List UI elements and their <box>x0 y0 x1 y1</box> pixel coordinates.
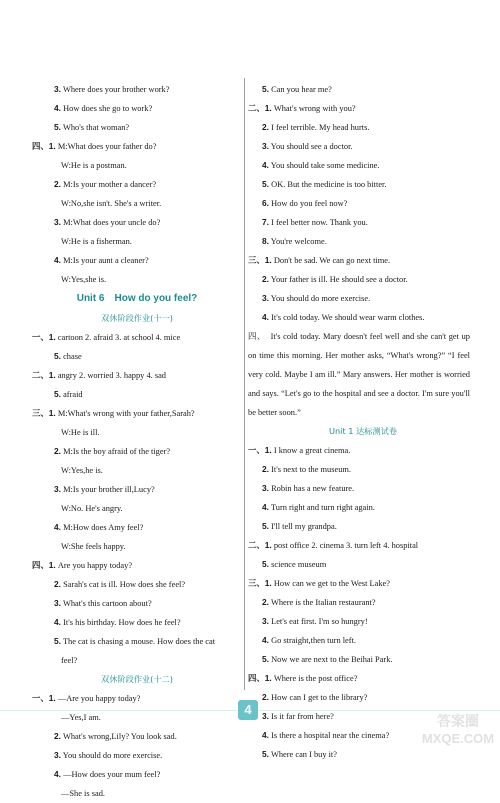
answer-text: afraid <box>61 390 83 399</box>
answer-text: It's cold today. We should wear warm clothes. <box>269 313 425 322</box>
answer-text: Is there a hospital near the cinema? <box>269 731 390 740</box>
answer-line <box>248 213 478 232</box>
answer-line <box>248 99 478 118</box>
item-number: 5. <box>54 389 61 399</box>
item-number: 2. <box>262 597 269 607</box>
item-number: 2. <box>54 446 61 456</box>
answer-text: I'll tell my grandpa. <box>269 522 337 531</box>
answer-line <box>32 727 242 746</box>
answer-line <box>32 99 242 118</box>
item-number: 四、1. <box>32 141 56 151</box>
answer-text: Where is the Italian restaurant? <box>269 598 376 607</box>
answer-text: cartoon 2. afraid 3. at school 4. mice <box>55 333 181 342</box>
answer-text: Who's that woman? <box>61 123 130 132</box>
item-number: 4. <box>262 502 269 512</box>
item-number: 5. <box>54 122 61 132</box>
answer-text: M:How does Amy feel? <box>61 523 144 532</box>
page-number: 4 <box>238 700 258 720</box>
answer-text: M:Is the boy afraid of the tiger? <box>61 447 171 456</box>
section-heading: 双休阶段作业(十二) <box>101 674 173 684</box>
answer-line <box>32 156 242 175</box>
answer-text: Robin has a new feature. <box>269 484 355 493</box>
answer-text: W:He is a postman. <box>61 161 127 170</box>
section-heading: 双休阶段作业(十一) <box>101 313 173 323</box>
answer-line <box>248 593 478 612</box>
item-number: 4. <box>54 769 61 779</box>
watermark-logo-text: 答案圈 <box>437 714 479 730</box>
item-number: 4. <box>54 522 61 532</box>
answer-text: M:Is your mother a dancer? <box>61 180 157 189</box>
answer-line <box>248 137 478 156</box>
item-number: 3. <box>54 750 61 760</box>
answer-text: —Are you happy today? <box>55 694 141 703</box>
item-number: 5. <box>54 351 61 361</box>
answer-text: Don't be sad. We can go next time. <box>271 256 391 265</box>
item-number: 4. <box>54 617 61 627</box>
answer-text: I feel terrible. My head hurts. <box>269 123 370 132</box>
answer-text: W:He is ill. <box>61 428 100 437</box>
answer-text: M:What does your father do? <box>55 142 157 151</box>
item-number: 3. <box>54 217 61 227</box>
answer-text: Let's eat first. I'm so hungry! <box>269 617 368 626</box>
answer-line <box>32 270 242 289</box>
answer-text: —Yes,I am. <box>61 713 101 722</box>
answer-line <box>248 460 478 479</box>
answer-line <box>32 213 242 232</box>
answer-line <box>248 688 478 707</box>
answer-text: M:Is your brother ill,Lucy? <box>61 485 155 494</box>
answer-text: You should see a doctor. <box>269 142 353 151</box>
answer-line <box>32 537 242 556</box>
answer-line <box>32 251 242 270</box>
answer-text: —How does your mum feel? <box>61 770 161 779</box>
answer-text: M:What does your uncle do? <box>61 218 161 227</box>
item-number: 四、1. <box>32 560 56 570</box>
answer-line <box>248 555 478 574</box>
answer-text: You should take some medicine. <box>269 161 380 170</box>
item-number: 4. <box>262 635 269 645</box>
item-number: 三、1. <box>248 255 272 265</box>
answer-text: Are you happy today? <box>55 561 133 570</box>
right-column <box>248 80 478 764</box>
answer-text: You should do more exercise. <box>269 294 371 303</box>
answer-text: Is it far from here? <box>269 712 334 721</box>
answer-line <box>248 118 478 137</box>
answer-line <box>248 156 478 175</box>
answer-text: W:Yes,she is. <box>61 275 107 284</box>
answer-line <box>32 80 242 99</box>
item-number: 二、1. <box>248 540 272 550</box>
item-number: 3. <box>54 84 61 94</box>
answer-line <box>32 328 242 347</box>
answer-line <box>32 632 242 651</box>
watermark-logo <box>418 710 498 748</box>
item-number: 3. <box>54 598 61 608</box>
answer-line <box>32 784 242 803</box>
item-number: 5. <box>262 559 269 569</box>
answer-text: It's next to the museum. <box>269 465 351 474</box>
answer-text: The cat is chasing a mouse. How does the cat <box>61 637 216 646</box>
answer-line <box>32 175 242 194</box>
answer-line <box>248 308 478 327</box>
answer-text: How does she go to work? <box>61 104 153 113</box>
answer-line <box>248 612 478 631</box>
answer-line <box>32 613 242 632</box>
answer-text: How can I get to the library? <box>269 693 368 702</box>
item-number: 5. <box>54 636 61 646</box>
item-number: 5. <box>262 84 269 94</box>
answer-line <box>248 536 478 555</box>
answer-line <box>32 137 242 156</box>
item-number: 4. <box>262 312 269 322</box>
item-number: 5. <box>262 179 269 189</box>
answer-text: Go straight,then turn left. <box>269 636 356 645</box>
item-number: 5. <box>262 654 269 664</box>
answer-text: It's his birthday. How does he feel? <box>61 618 181 627</box>
answer-line <box>32 575 242 594</box>
unit-heading: Unit 6 How do you feel? <box>76 293 198 304</box>
answer-paragraph: 四、 It's cold today. Mary doesn't feel well and she can't get up on time this morning. Her mother asks, “What's wrong?” “I feel very cold. Maybe I am ill.” Mary answers. Her mother is worried and says. “Let's go to the hospital and see a doctor. I'm sure you'll be better soon.” <box>248 332 470 417</box>
answer-text: You're welcome. <box>269 237 327 246</box>
answer-text: angry 2. worried 3. happy 4. sad <box>55 371 166 380</box>
answer-line <box>248 498 478 517</box>
item-number: 2. <box>54 179 61 189</box>
answer-text: chase <box>61 352 82 361</box>
item-number: 4. <box>54 255 61 265</box>
left-column <box>32 80 242 803</box>
answer-line <box>248 650 478 669</box>
item-number: 三、1. <box>32 408 56 418</box>
answer-text: What's wrong,Lily? You look sad. <box>61 732 177 741</box>
answer-line <box>32 499 242 518</box>
answer-text: Where is the post office? <box>271 674 358 683</box>
item-number: 2. <box>262 122 269 132</box>
answer-line <box>248 194 478 213</box>
column-divider <box>244 78 245 690</box>
watermark-url: MXQE.COM <box>421 731 495 746</box>
answer-text: post office 2. cinema 3. turn left 4. hospital <box>271 541 419 550</box>
answer-text: feel? <box>61 656 78 665</box>
answer-text: Your father is ill. He should see a doctor. <box>269 275 408 284</box>
answer-text: Where does your brother work? <box>61 85 170 94</box>
answer-text: You should do more exercise. <box>61 751 163 760</box>
answer-line <box>32 366 242 385</box>
answer-line <box>32 689 242 708</box>
item-number: 5. <box>262 521 269 531</box>
item-number: 四、1. <box>248 673 272 683</box>
section-heading: Unit 1 达标测试卷 <box>328 426 398 436</box>
item-number: 一、1. <box>32 332 56 342</box>
answer-line <box>248 574 478 593</box>
item-number: 8. <box>262 236 269 246</box>
answer-line <box>32 347 242 366</box>
answer-text: Now we are next to the Beihai Park. <box>269 655 393 664</box>
answer-text: Can you hear me? <box>269 85 332 94</box>
answer-line <box>32 765 242 784</box>
answer-line <box>248 479 478 498</box>
item-number: 2. <box>54 731 61 741</box>
answer-line <box>248 175 478 194</box>
answer-line <box>32 651 242 670</box>
answer-text: —She is sad. <box>61 789 105 798</box>
answer-line <box>248 232 478 251</box>
item-number: 三、1. <box>248 578 272 588</box>
answer-text: W:She feels happy. <box>61 542 126 551</box>
item-number: 4. <box>262 160 269 170</box>
item-number: 2. <box>262 464 269 474</box>
item-number: 2. <box>54 579 61 589</box>
item-number: 4. <box>54 103 61 113</box>
answer-text: Turn right and turn right again. <box>269 503 375 512</box>
item-number: 3. <box>262 483 269 493</box>
answer-line <box>32 118 242 137</box>
answer-line <box>32 194 242 213</box>
answer-line <box>248 517 478 536</box>
answer-line <box>32 442 242 461</box>
answer-line <box>32 461 242 480</box>
answer-line <box>248 441 478 460</box>
answer-line <box>32 232 242 251</box>
item-number: 5. <box>262 749 269 759</box>
answer-text: M:Is your aunt a cleaner? <box>61 256 149 265</box>
item-number: 3. <box>262 141 269 151</box>
item-number: 二、1. <box>32 370 56 380</box>
answer-text: Sarah's cat is ill. How does she feel? <box>61 580 186 589</box>
answer-line <box>32 404 242 423</box>
item-number: 一、1. <box>32 693 56 703</box>
answer-line <box>32 385 242 404</box>
item-number: 4. <box>262 730 269 740</box>
answer-line <box>248 669 478 688</box>
answer-text: How can we get to the West Lake? <box>271 579 390 588</box>
item-number: 3. <box>262 711 269 721</box>
answer-text: OK. But the medicine is too bitter. <box>269 180 387 189</box>
answer-text: M:What's wrong with your father,Sarah? <box>55 409 195 418</box>
answer-text: W:No,she isn't. She's a writer. <box>61 199 162 208</box>
item-number: 3. <box>262 616 269 626</box>
answer-text: W:Yes,he is. <box>61 466 103 475</box>
item-number: 一、1. <box>248 445 272 455</box>
answer-line <box>32 480 242 499</box>
answer-line <box>248 270 478 289</box>
answer-text: W:He is a fisherman. <box>61 237 132 246</box>
item-number: 6. <box>262 198 269 208</box>
item-number: 二、1. <box>248 103 272 113</box>
answer-text: I feel better now. Thank you. <box>269 218 368 227</box>
answer-text: I know a great cinema. <box>271 446 351 455</box>
answer-text: science museum <box>269 560 327 569</box>
item-number: 7. <box>262 217 269 227</box>
item-number: 2. <box>262 692 269 702</box>
answer-line <box>32 556 242 575</box>
answer-line <box>32 518 242 537</box>
item-number: 3. <box>262 293 269 303</box>
answer-text: What's this cartoon about? <box>61 599 152 608</box>
answer-line <box>248 289 478 308</box>
answer-line <box>248 251 478 270</box>
item-number: 2. <box>262 274 269 284</box>
answer-line <box>32 594 242 613</box>
answer-text: W:No. He's angry. <box>61 504 123 513</box>
item-number: 3. <box>54 484 61 494</box>
answer-text: How do you feel now? <box>269 199 348 208</box>
answer-line <box>248 80 478 99</box>
answer-text: Where can I buy it? <box>269 750 337 759</box>
answer-text: What's wrong with you? <box>271 104 356 113</box>
answer-line <box>32 423 242 442</box>
answer-line <box>248 631 478 650</box>
